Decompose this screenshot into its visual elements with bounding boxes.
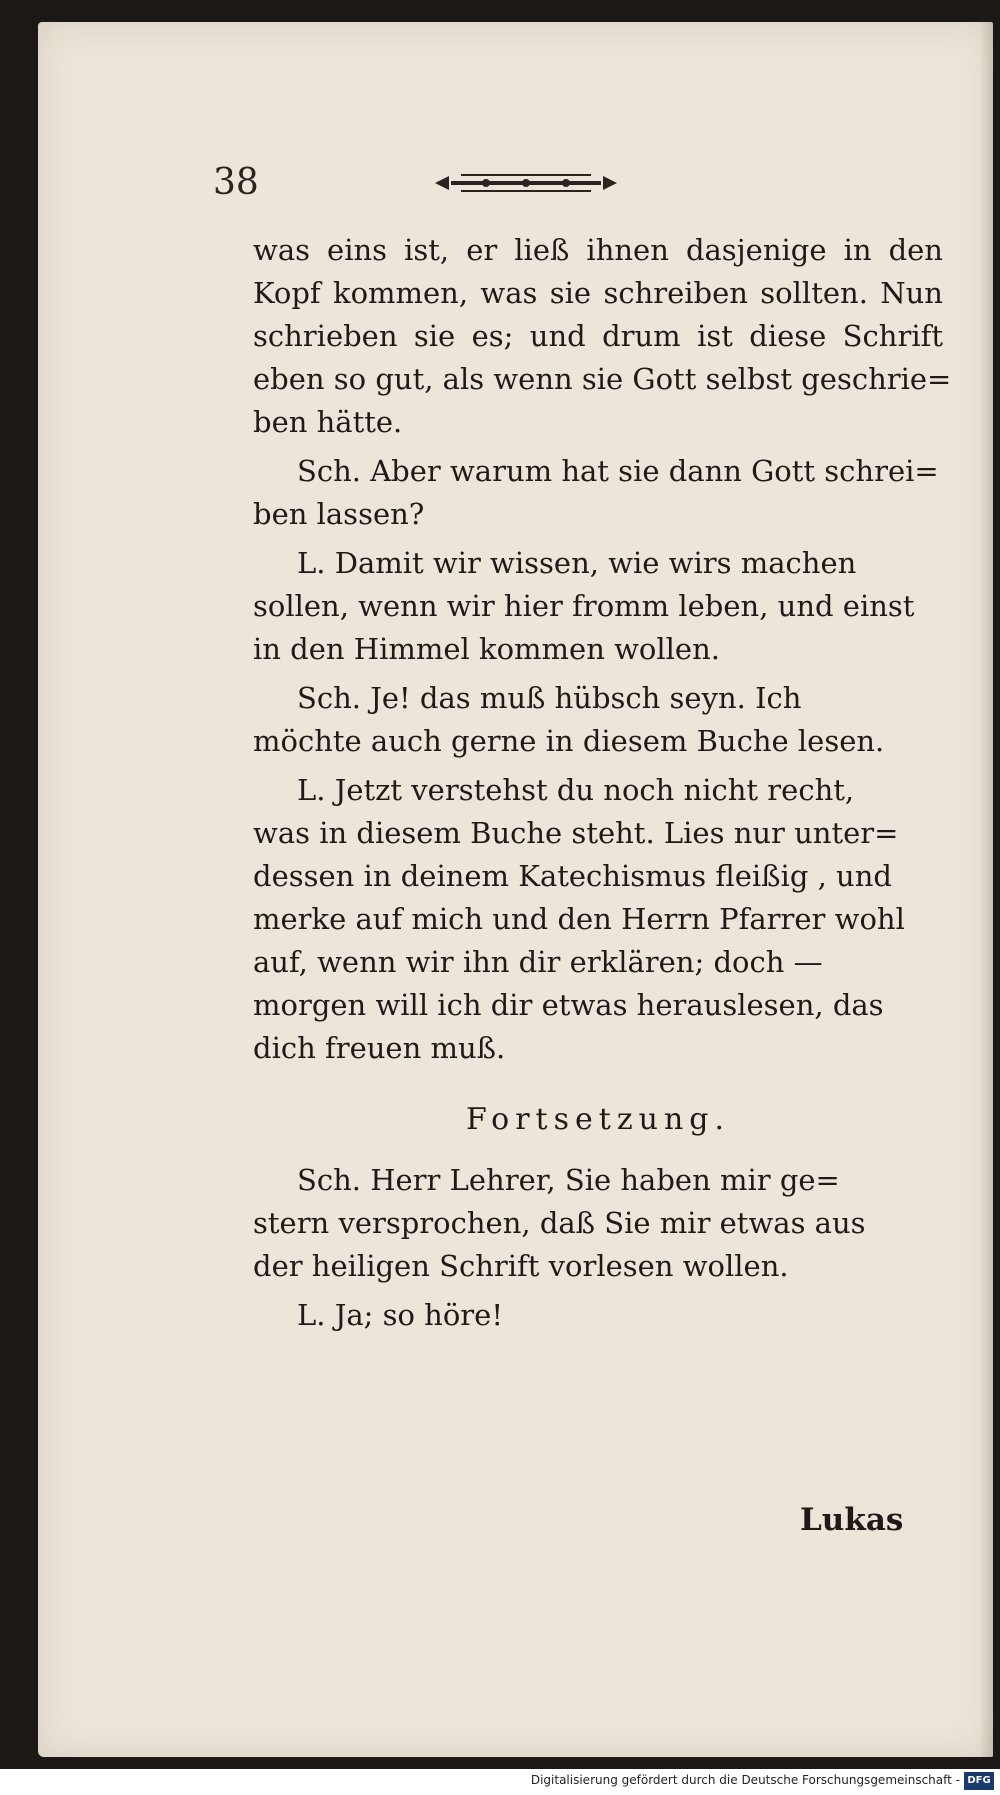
paragraph-5 <box>253 769 943 1070</box>
text-line: ben lassen? <box>253 497 425 531</box>
page-number: 38 <box>213 162 259 203</box>
paragraph-3 <box>253 542 943 671</box>
text-line: Sch. Herr Lehrer, Sie haben mir ge= <box>297 1163 840 1197</box>
paragraph-7 <box>253 1294 943 1337</box>
section-heading: Fortsetzung. <box>465 1102 731 1137</box>
text-line: sollen, wenn wir hier fromm leben, und einst <box>253 589 915 623</box>
page-header <box>213 162 713 208</box>
text-line: dich freuen muß. <box>253 1031 506 1065</box>
page-edge-shadow <box>979 22 993 1757</box>
dfg-logo: DFG <box>964 1772 994 1790</box>
text-line: merke auf mich und den Herrn Pfarrer wohl <box>253 902 905 936</box>
text-line: L. Damit wir wissen, wie wirs machen <box>297 546 857 580</box>
text-line: L. Ja; so höre! <box>297 1298 503 1332</box>
text-line: morgen will ich dir etwas herauslesen, das <box>253 988 884 1022</box>
paragraph-6 <box>253 1159 943 1288</box>
text-line: schrieben sie es; und drum ist diese Schrift <box>253 319 943 353</box>
text-line: ben hätte. <box>253 405 403 439</box>
paragraph-1 <box>253 229 952 444</box>
paragraph-2 <box>253 450 943 536</box>
footer-strip <box>0 1769 1000 1795</box>
text-line: Sch. Aber warum hat sie dann Gott schrei= <box>297 454 939 488</box>
text-line: in den Himmel kommen wollen. <box>253 632 720 666</box>
book-page <box>38 22 993 1757</box>
text-line: was in diesem Buche steht. Lies nur unter= <box>253 816 899 850</box>
paragraph-4 <box>253 677 943 763</box>
text-line: L. Jetzt verstehst du noch nicht recht, <box>297 773 855 807</box>
funding-credit: Digitalisierung gefördert durch die Deutsche Forschungsgemeinschaft - <box>530 1773 960 1787</box>
text-line: Sch. Je! das muß hübsch seyn. Ich <box>297 681 802 715</box>
text-line: Kopf kommen, was sie schreiben sollten. Nun <box>253 276 943 310</box>
text-line: stern versprochen, daß Sie mir etwas aus <box>253 1206 866 1240</box>
text-line: was eins ist, er ließ ihnen dasjenige in den <box>253 233 943 267</box>
text-line: der heiligen Schrift vorlesen wollen. <box>253 1249 789 1283</box>
text-line: dessen in deinem Katechismus fleißig , und <box>253 859 892 893</box>
catchword: Lukas <box>800 1502 904 1538</box>
text-line: möchte auch gerne in diesem Buche lesen. <box>253 724 885 758</box>
text-line: eben so gut, als wenn sie Gott selbst geschrie= <box>253 362 952 396</box>
text-line: auf, wenn wir ihn dir erklären; doch — <box>253 945 823 979</box>
body-text <box>253 229 952 1337</box>
header-ornament <box>431 170 621 196</box>
